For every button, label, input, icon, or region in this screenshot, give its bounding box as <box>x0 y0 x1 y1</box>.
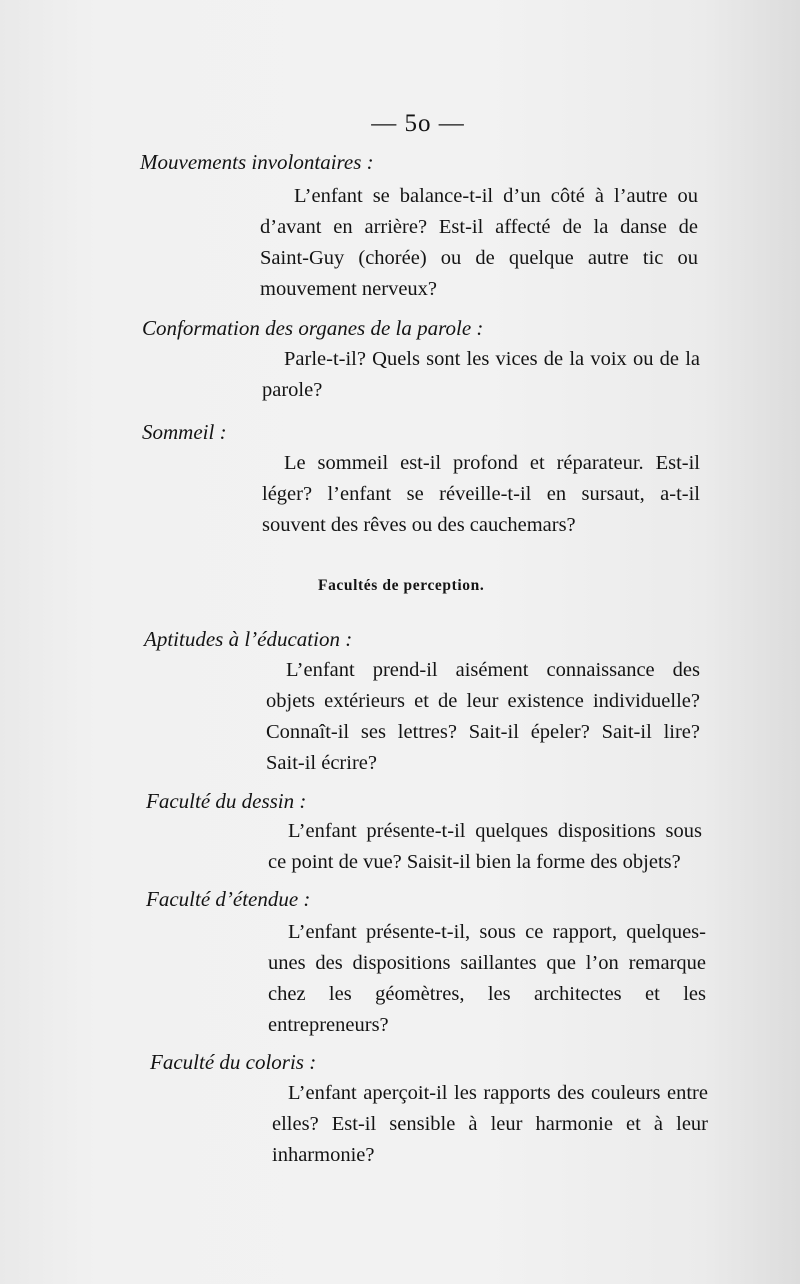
paragraph-faculte-coloris: L’enfant aperçoit-il les rapports des couleurs entre elles? Est-il sensible à leur harmonie et à leur inharmonie? <box>272 1082 708 1166</box>
paragraph-mouvements-involontaires: L’enfant se balance-t-il d’un côté à l’autre ou d’avant en arrière? Est-il affecté de la danse de Saint-Guy (chorée) ou de quelque autre tic ou mouvement nerveux? <box>260 185 698 300</box>
paragraph-faculte-dessin: L’enfant présente-t-il quelques dispositions sous ce point de vue? Saisit-il bien la forme des objets? <box>268 820 702 873</box>
paragraph-conformation-parole: Parle-t-il? Quels sont les vices de la voix ou de la parole? <box>262 348 700 401</box>
paragraph-sommeil: Le sommeil est-il profond et réparateur. Est-il léger? l’enfant se réveille-t-il en sursaut, a-t-il souvent des rêves ou des cauchemars? <box>262 452 700 536</box>
heading-mouvements-involontaires: Mouvements involontaires : <box>140 150 374 174</box>
heading-aptitudes-education: Aptitudes à l’éducation : <box>144 627 353 651</box>
section-title-facultes-perception: Facultés de perception. <box>318 577 485 594</box>
paragraph-aptitudes-education: L’enfant prend-il aisément connaissance des objets extérieurs et de leur existence individuelle? Connaît-il ses lettres? Sait-il épeler? Sait-il lire? Sait-il écrire? <box>266 659 700 774</box>
page-number: — 5o — <box>371 110 465 137</box>
heading-faculte-coloris: Faculté du coloris : <box>150 1050 317 1074</box>
heading-sommeil: Sommeil : <box>142 420 227 444</box>
heading-conformation-parole: Conformation des organes de la parole : <box>142 316 484 340</box>
paragraph-faculte-etendue: L’enfant présente-t-il, sous ce rapport, quelques-unes des dispositions saillantes que l’on remarque chez les géomètres, les architectes et les entrepreneurs? <box>268 921 706 1036</box>
heading-faculte-etendue: Faculté d’étendue : <box>146 887 311 911</box>
heading-faculte-dessin: Faculté du dessin : <box>146 789 307 813</box>
